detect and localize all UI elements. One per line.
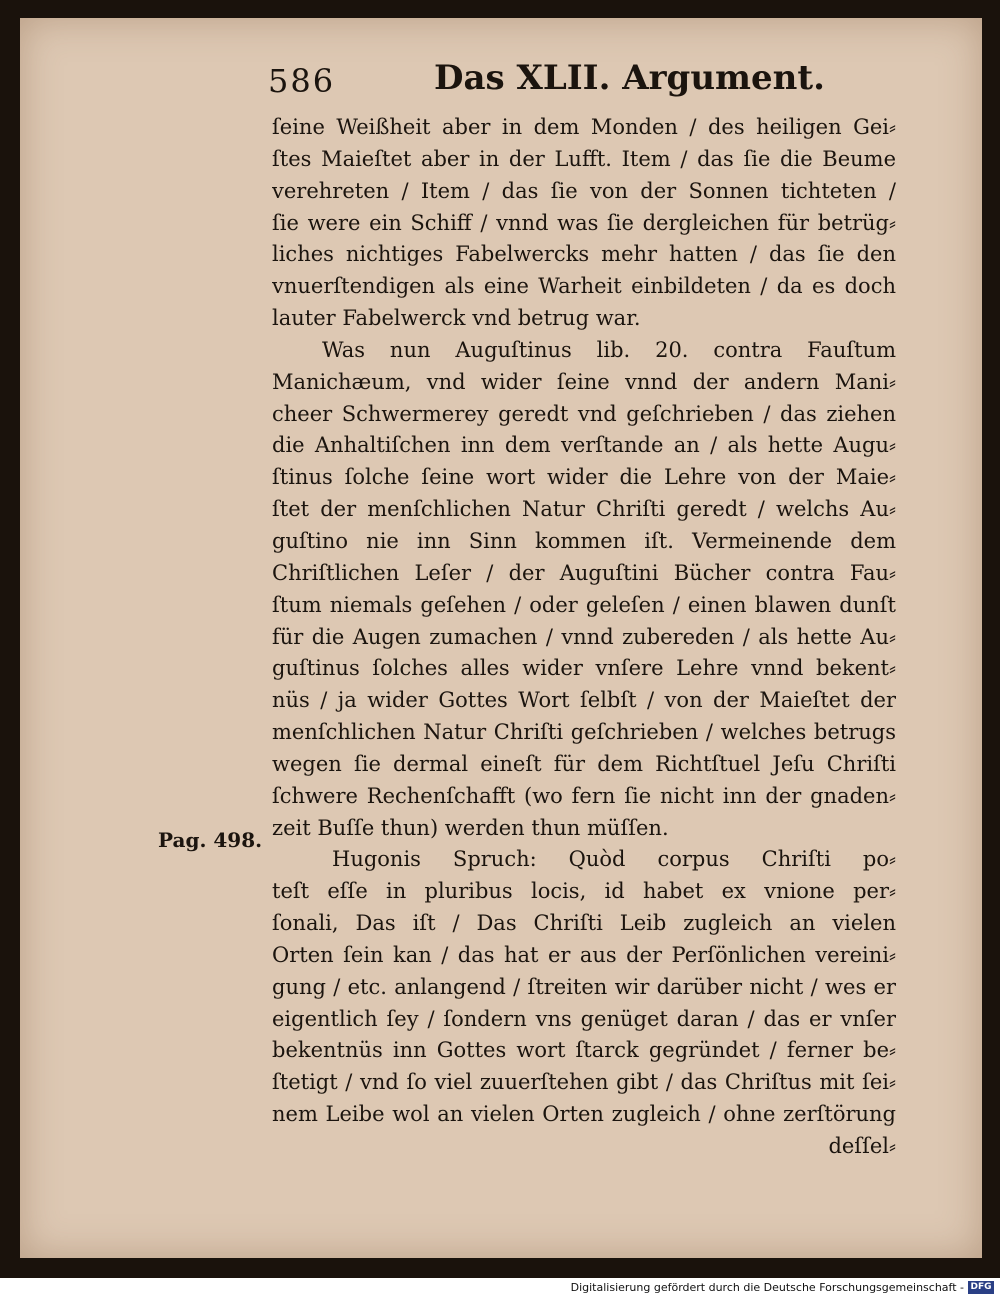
text-line: Manichæum, vnd wider ſeine vnnd der andern Mani⸗ <box>272 369 896 394</box>
text-line: gung / etc. anlangend / ſtreiten wir darüber nicht / wes er <box>272 974 896 999</box>
text-line: bekentnüs inn Gottes wort ſtarck gegründet / ferner be⸗ <box>272 1038 896 1063</box>
page-header <box>268 58 828 108</box>
text-line: Chriſtlichen Leſer / der Auguſtini Bücher contra Fau⸗ <box>272 560 896 585</box>
paragraph-start-line: Was nun Auguſtinus lib. 20. contra Fauſtum <box>322 337 896 362</box>
text-line: ſtet der menſchlichen Natur Chriſti geredt / welchs Au⸗ <box>272 497 896 522</box>
dfg-logo: DFG <box>968 1281 994 1294</box>
text-line: teſt eſſe in pluribus locis, id habet ex vnione per⸗ <box>272 879 896 904</box>
text-line: nüs / ja wider Gottes Wort ſelbſt / von der Maieſtet der <box>272 688 896 713</box>
running-title: Das XLII. Argument. <box>434 58 825 98</box>
text-line: ſtetigt / vnd ſo viel zuuerſtehen gibt / das Chriſtus mit ſei⸗ <box>272 1070 896 1095</box>
page-number: 586 <box>268 62 336 100</box>
text-line: wegen ſie dermal eineſt für dem Richtſtuel Jeſu Chriſti <box>272 751 896 776</box>
text-line: eigentlich ſey / ſondern vns genüget daran / das er vnſer <box>272 1006 896 1031</box>
text-line: Orten ſein kan / das hat er aus der Perſönlichen vereini⸗ <box>272 942 896 967</box>
text-line: liches nichtiges Fabelwercks mehr hatten / das ſie den <box>272 242 896 267</box>
text-line: für die Augen zumachen / vnnd zubereden / als hette Au⸗ <box>272 624 896 649</box>
text-line: verehreten / Item / das ſie von der Sonnen tichteten / <box>272 178 896 203</box>
text-line: zeit Buſſe thun) werden thun müſſen. <box>272 815 669 840</box>
text-block <box>272 112 896 1163</box>
text-line: guſtinus ſolches alles wider vnſere Lehre vnnd bekent⸗ <box>272 656 896 681</box>
catchword: deſſel⸗ <box>828 1134 896 1158</box>
text-line: cheer Schwermerey geredt vnd geſchrieben / das ziehen <box>272 401 896 426</box>
text-line: ſie were ein Schiff / vnnd was ſie dergleichen für betrüg⸗ <box>272 210 896 235</box>
funding-credit: Digitalisierung gefördert durch die Deutsche Forschungsgemeinschaft - <box>570 1281 964 1294</box>
text-line: nem Leibe wol an vielen Orten zugleich / ohne zerſtörung <box>272 1102 896 1127</box>
footer-bar <box>0 1278 1000 1298</box>
text-line: ſeine Weißheit aber in dem Monden / des heiligen Gei⸗ <box>272 115 896 139</box>
text-line: ſchwere Rechenſchafft (wo fern ſie nicht inn der gnaden⸗ <box>272 783 896 808</box>
text-line: lauter Fabelwerck vnd betrug war. <box>272 306 641 331</box>
text-line: vnuerſtendigen als eine Warheit einbildeten / da es doch <box>272 274 896 299</box>
text-line: die Anhaltiſchen inn dem verſtande an / als hette Augu⸗ <box>272 433 896 458</box>
text-line: ſtinus ſolche ſeine wort wider die Lehre von der Maie⸗ <box>272 465 896 490</box>
text-line: menſchlichen Natur Chriſti geſchrieben / welches betrugs <box>272 720 896 745</box>
text-line: ſonali, Das iſt / Das Chriſti Leib zugleich an vielen <box>272 911 896 936</box>
margin-note: Pag. 498. <box>158 828 263 852</box>
text-line: guſtino nie inn Sinn kommen iſt. Vermeinende dem <box>272 528 896 553</box>
text-line: ſtes Maieſtet aber in der Lufft. Item / das ſie die Beume <box>272 146 896 171</box>
text-line: ſtum niemals geſehen / oder geleſen / einen blawen dunſt <box>272 592 896 617</box>
paragraph-start-line: Hugonis Spruch: Quòd corpus Chriſti po⸗ <box>332 847 896 872</box>
